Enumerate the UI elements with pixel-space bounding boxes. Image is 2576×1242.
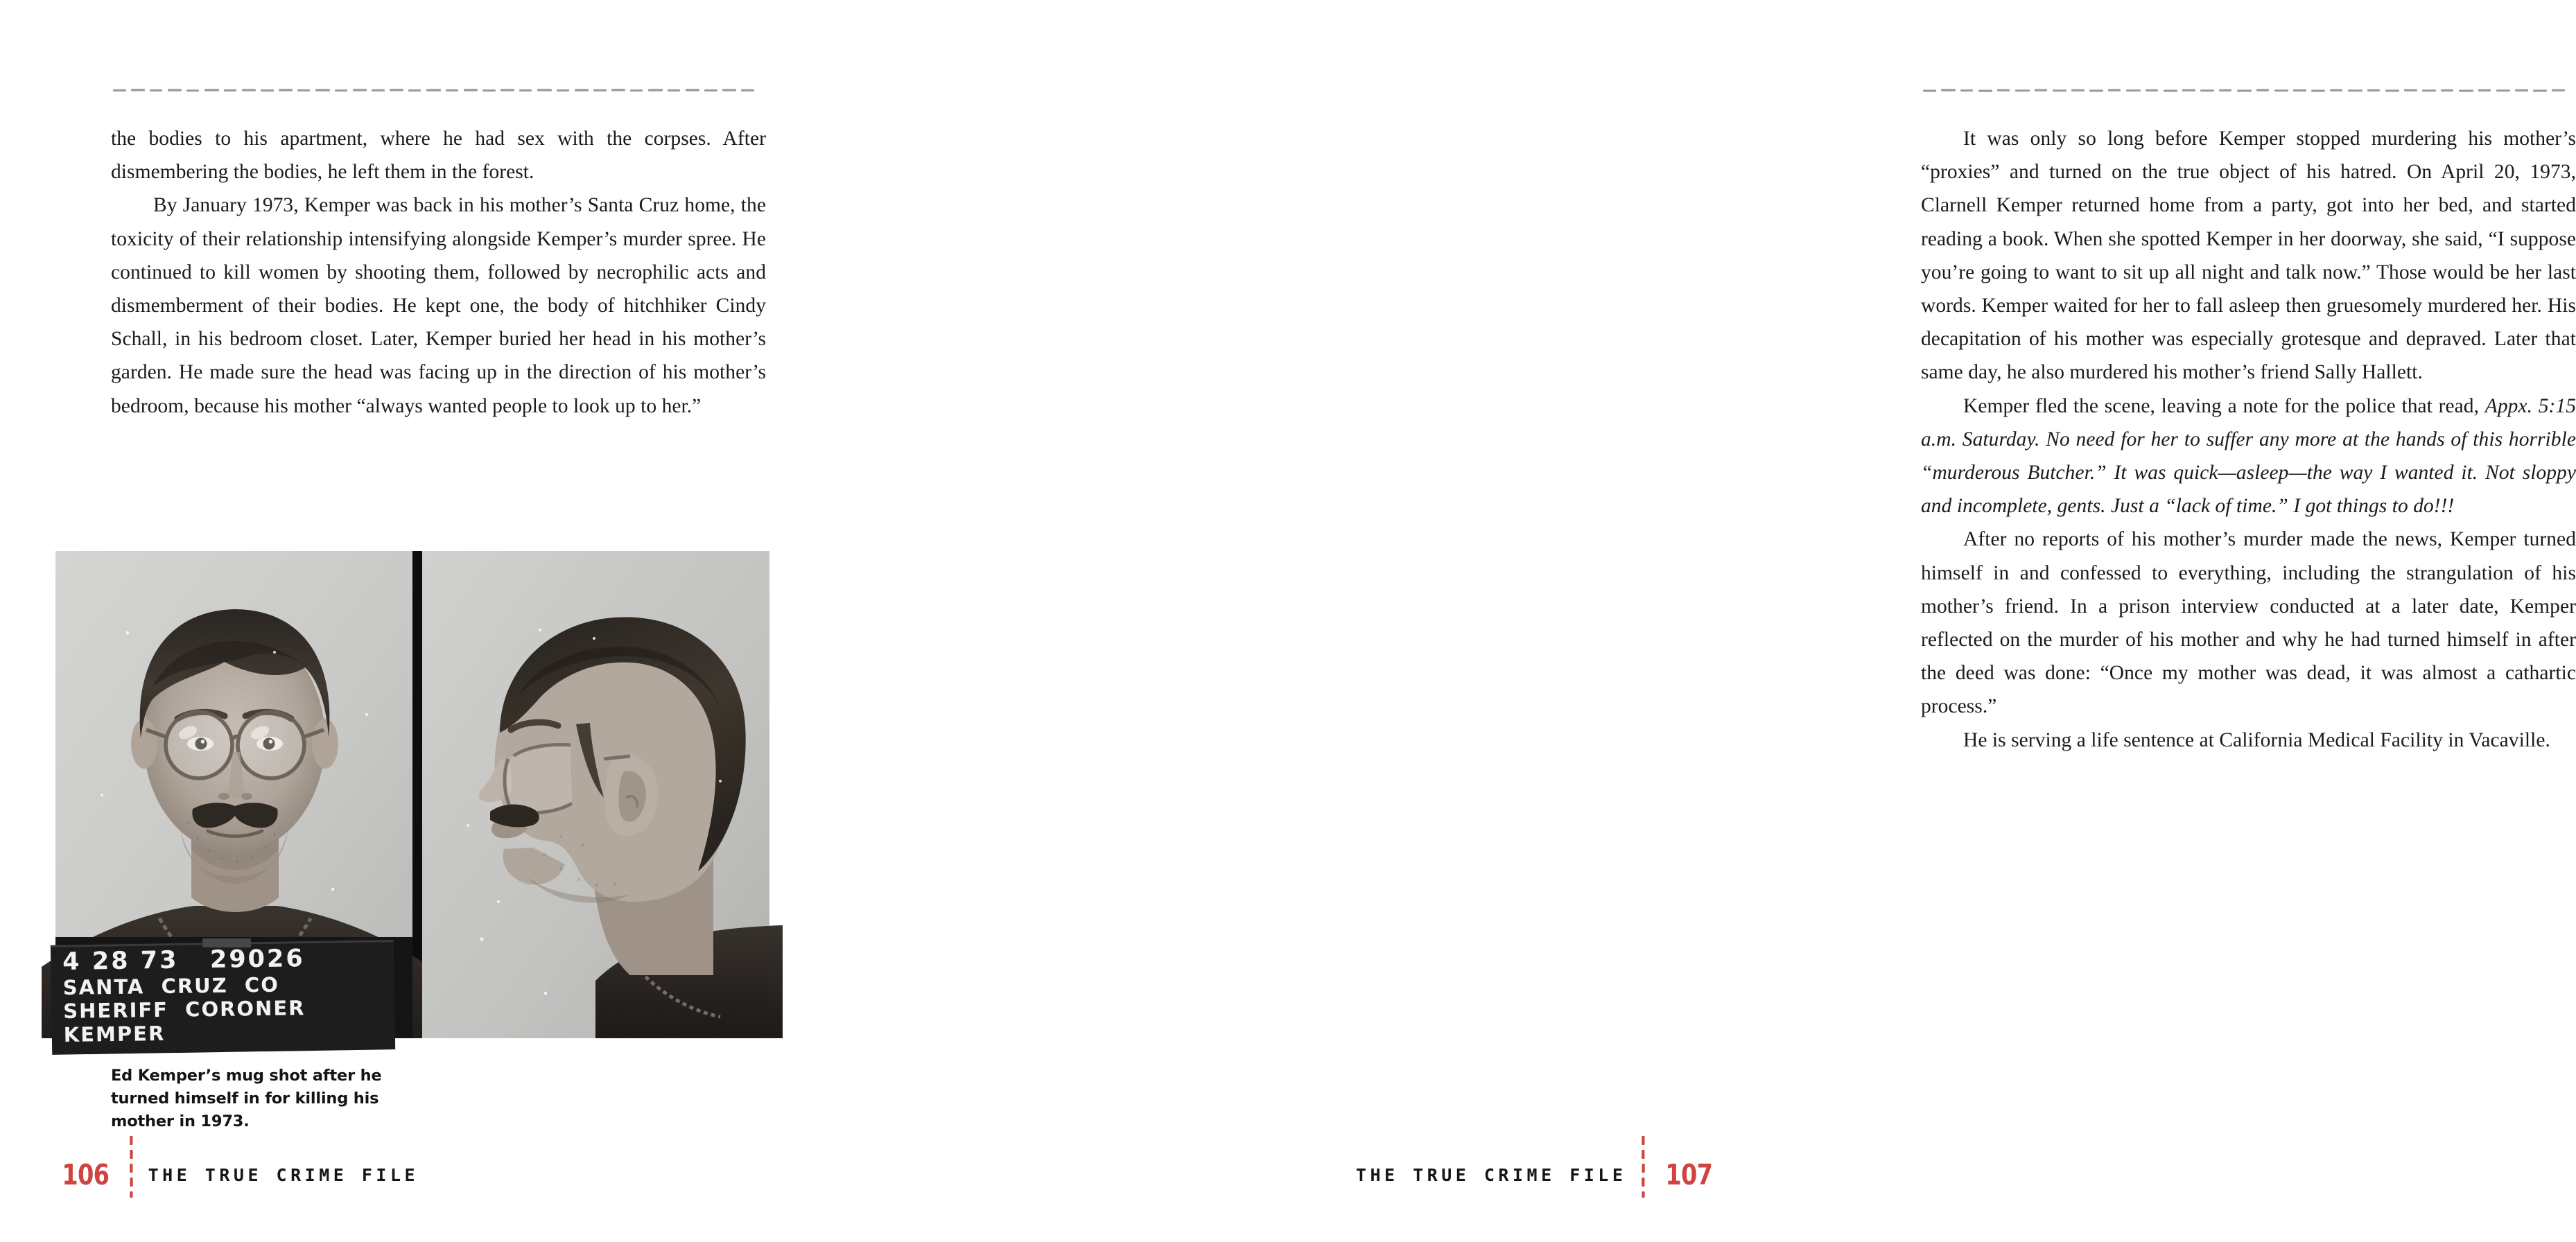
page-right [887,0,2576,1242]
footer-dashed-divider-left [130,1135,133,1198]
footer-left [0,1124,887,1242]
police-note-quote: Appx. 5:15 a.m. Saturday. No need for her to suffer any more at the hands of this horrible “murderous Butcher.” It was quick—asleep—the way I wanted it. Not sloppy and incomplete, gents. Just a “lack of time.” I got things to do!!! [1921,394,2576,518]
mugshot-placard [55,937,412,1047]
paragraph: the bodies to his apartment, where he had sex with the corpses. After dismembering the bodies, he left them in the forest. [111,128,766,184]
page-left [0,0,887,1242]
placard-line-name: KEMPER [63,1021,166,1047]
placard-line-date-id: 4 28 73 29026 [62,945,305,976]
mugshot-figure [55,551,769,1133]
mugshot-front-view [55,551,412,1047]
top-dashed-rule-left [113,85,761,96]
running-head-right: THE TRUE CRIME FILE [1355,1164,1627,1185]
left-text-column [111,122,766,423]
paragraph: It was only so long before Kemper stopped murdering his mother’s “proxies” and turned on the true object of his hatred. On April 20, 1973, Clarnell Kemper returned home from a party, got into her bed, and started reading a book. When she spotted Kemper in her doorway, she said, “I suppose you’re going to want to sit up all night and talk now.” Those would be her last words. Kemper waited for her to fall asleep then gruesomely murdered her. His decapitation of his mother was especially grotesque and depraved. Later that same day, he also murdered his mother’s friend Sally Hallett. [1921,128,2576,384]
footer-right [887,1124,1775,1242]
top-dashed-rule-right [1923,85,2571,96]
placard-line-agency: SHERIFF CORONER [63,996,306,1023]
footer-dashed-divider-right [1642,1135,1645,1198]
right-text-column [1921,122,2576,757]
figure-caption: Ed Kemper’s mug shot after he turned himself in for killing his mother in 1973. [111,1067,382,1130]
placard-line-county: SANTA CRUZ CO [62,972,280,999]
note-lead-in: Kemper fled the scene, leaving a note for the police that read, [1963,394,2485,417]
paragraph: After no reports of his mother’s murder made the news, Kemper turned himself in and confessed to everything, including the strangulation of his mother’s friend. In a prison interview conducted at a later date, Kemper reflected on the murder of his mother and why he had turned himself in after the deed was done: “Once my mother was dead, it was almost a cathartic process.” [1921,528,2576,718]
paragraph: By January 1973, Kemper was back in his mother’s Santa Cruz home, the toxicity of their relationship intensifying alongside Kemper’s murder spree. He continued to kill women by shooting them, followed by necrophilic acts and dismemberment of their bodies. He kept one, the body of hitchhiker Cindy Schall, in his bedroom closet. Later, Kemper buried her head in his mother’s garden. He made sure the head was facing up in the direction of his mother’s bedroom, because his mother “always wanted people to look up to her.” [111,194,766,417]
running-head-left: THE TRUE CRIME FILE [148,1164,419,1185]
mugshot-profile-view [422,551,769,1038]
page-number-left: 106 [62,1157,110,1191]
paragraph-with-note [1921,390,2576,523]
mugshot-photo [55,551,769,1047]
paragraph: He is serving a life sentence at California Medical Facility in Vacaville. [1963,728,2550,751]
page-number-right: 107 [1665,1157,1713,1191]
